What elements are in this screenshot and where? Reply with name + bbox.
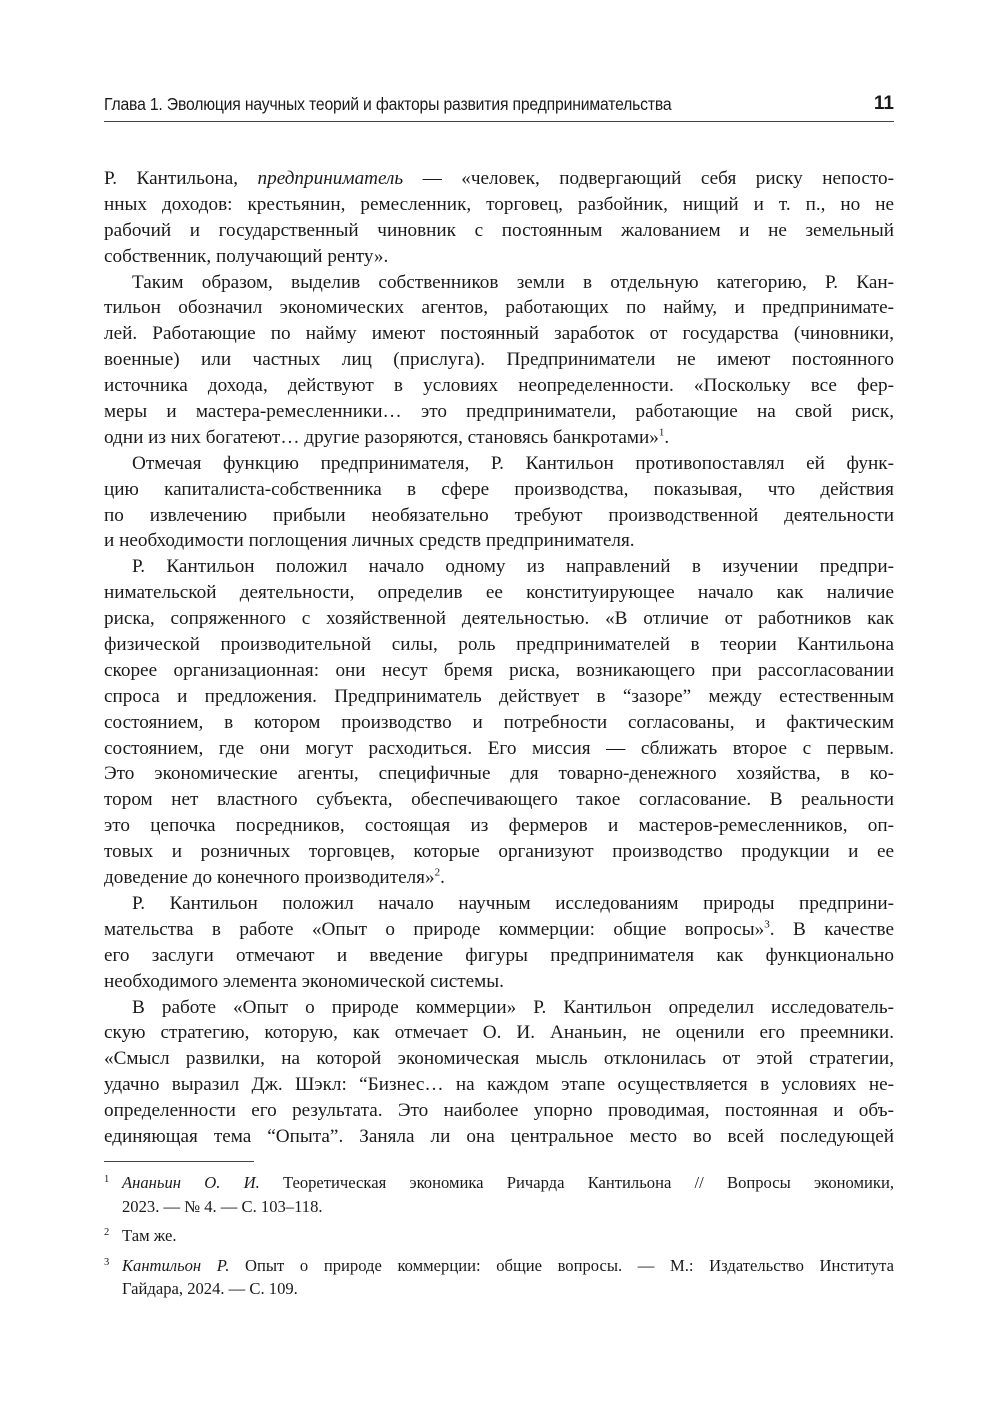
main-text xyxy=(104,166,894,1150)
text-line: военные) или частных лиц (прислуга). Предприниматели не имеют постоянного xyxy=(104,349,894,371)
text-line: скорее организационная: они несут бремя риска, возникающего при рассогласовании xyxy=(104,659,894,681)
text-line: собственник, получающий ренту». xyxy=(104,245,389,267)
text-line: риска, сопряженного с хозяйственной деятельностью. «В отличие от работников как xyxy=(104,608,894,630)
footnote-line: 2023. — № 4. — С. 103–118. xyxy=(122,1196,323,1216)
paragraph xyxy=(104,891,894,995)
text-line: Р. Кантильон положил начало научным исследованиям природы предприни- xyxy=(132,892,894,914)
footnote-ref: 2 xyxy=(434,866,441,879)
footnote xyxy=(104,1171,894,1218)
footnote-line: Гайдара, 2024. — С. 109. xyxy=(122,1279,298,1298)
text-line: тором нет властного субъекта, обеспечивающего такое согласование. В реальности xyxy=(104,789,894,811)
text-line: удачно выразил Дж. Шэкл: “Бизнес… на каждом этапе осуществляется в условиях не- xyxy=(104,1074,894,1096)
text-line: доведение до конечного производителя»$^2$. xyxy=(104,866,445,889)
text-line: одни из них богатеют… другие разоряются, становясь банкротами»$^1$. xyxy=(104,426,670,448)
text-line: нных доходов: крестьянин, ремесленник, торговец, разбойник, нищий и т. п., но не xyxy=(104,193,894,215)
text-line: тильон обозначил экономических агентов, работающих по найму, и предпринимате- xyxy=(104,297,894,319)
footnote-ref: 1 xyxy=(658,426,665,439)
text-line: Р. Кантильона, предприниматель — «человек, подвергающий себя риску непосто- xyxy=(104,168,894,189)
text-line: физической производительной силы, роль предпринимателей в теории Кантильона xyxy=(104,634,894,656)
text-line: Р. Кантильон положил начало одному из направлений в изучении предпри- xyxy=(132,556,894,578)
paragraph xyxy=(104,166,894,270)
text-line: Отмечая функцию предпринимателя, Р. Кантильон противопоставлял ей функ- xyxy=(132,452,894,474)
text-line: товых и розничных торговцев, которые организуют производство продукции и ее xyxy=(104,841,894,863)
text-line: цию капиталиста-собственника в сфере производства, показывая, что действия xyxy=(104,478,894,500)
paragraph xyxy=(104,554,894,891)
footnote-separator xyxy=(104,1161,254,1162)
page-number: 11 xyxy=(873,93,894,114)
footnote-mark: 1 xyxy=(104,1174,110,1185)
text-line: Это экономические агенты, специфичные для товарно-денежного хозяйства, в ко- xyxy=(104,763,894,785)
text-line: мательства в работе «Опыт о природе коммерции: общие вопросы»$^3$. В качестве xyxy=(104,918,894,940)
text-line: это цепочка посредников, состоящая из фермеров и мастеров-ремесленников, оп- xyxy=(104,815,894,837)
chapter-title: Глава 1. Эволюция научных теорий и факторы развития предпринимательства xyxy=(104,94,672,114)
footnote-line: Там же. xyxy=(122,1226,177,1245)
italic-term: предприниматель xyxy=(257,168,404,189)
text-line: состоянием, где они могут расходиться. Его миссия — сближать второе с первым. xyxy=(104,737,894,759)
text-line: меры и мастера-ремесленники… это предприниматели, работающие на свой риск, xyxy=(104,401,894,423)
text-line: нимательской деятельности, определив ее конституирующее начало как наличие xyxy=(104,582,894,604)
text-line: необходимого элемента экономической системы. xyxy=(104,970,504,992)
text-line: по извлечению прибыли необязательно требуют производственной деятельности xyxy=(104,504,894,526)
text-line: состоянием, в котором производство и потребности согласованы, и фактическим xyxy=(104,711,894,733)
paragraph xyxy=(104,995,894,1150)
text-line: единяющая тема “Опыта”. Заняла ли она центральное место во всей последующей xyxy=(104,1125,894,1147)
footnote-mark: 3 xyxy=(104,1256,110,1268)
footnote-line: Кантильон Р. Опыт о природе коммерции: общие вопросы. — М.: Издательство Института xyxy=(122,1255,894,1275)
text-line: его заслуги отмечают и введение фигуры предпринимателя как функционально xyxy=(104,944,894,966)
text-line: определенности его результата. Это наиболее упорно проводимая, постоянная и объ- xyxy=(104,1100,894,1122)
text-line: и необходимости поглощения личных средств предпринимателя. xyxy=(104,530,635,552)
footnote-mark: 2 xyxy=(104,1227,110,1238)
text-line: «Смысл развилки, на которой экономическая мысль отклонилась от этой стратегии, xyxy=(104,1048,894,1070)
text-line: лей. Работающие по найму имеют постоянный заработок от государства (чиновники, xyxy=(104,323,894,345)
paragraph xyxy=(104,270,894,451)
running-header xyxy=(104,88,894,122)
footnote xyxy=(104,1224,894,1248)
text-line: источника дохода, действуют в условиях неопределенности. «Поскольку все фер- xyxy=(104,375,894,397)
text-line: Таким образом, выделив собственников земли в отдельную категорию, Р. Кан- xyxy=(132,271,894,293)
text-line: скую стратегию, которую, как отмечает О. И. Ананьин, не оценили его преемники. xyxy=(104,1022,894,1044)
text-line: спроса и предложения. Предприниматель действует в “зазоре” между естественным xyxy=(104,685,894,707)
footnote xyxy=(104,1254,894,1301)
footnote-ref: 3 xyxy=(764,918,770,931)
footnotes xyxy=(104,1171,894,1307)
text-line: В работе «Опыт о природе коммерции» Р. Кантильон определил исследователь- xyxy=(132,996,894,1018)
text-line: рабочий и государственный чиновник с постоянным жалованием и не земельный xyxy=(104,219,894,241)
footnote-line: Ананьин О. И. Теоретическая экономика Ричарда Кантильона // Вопросы экономики, xyxy=(122,1173,894,1192)
paragraph xyxy=(104,451,894,555)
